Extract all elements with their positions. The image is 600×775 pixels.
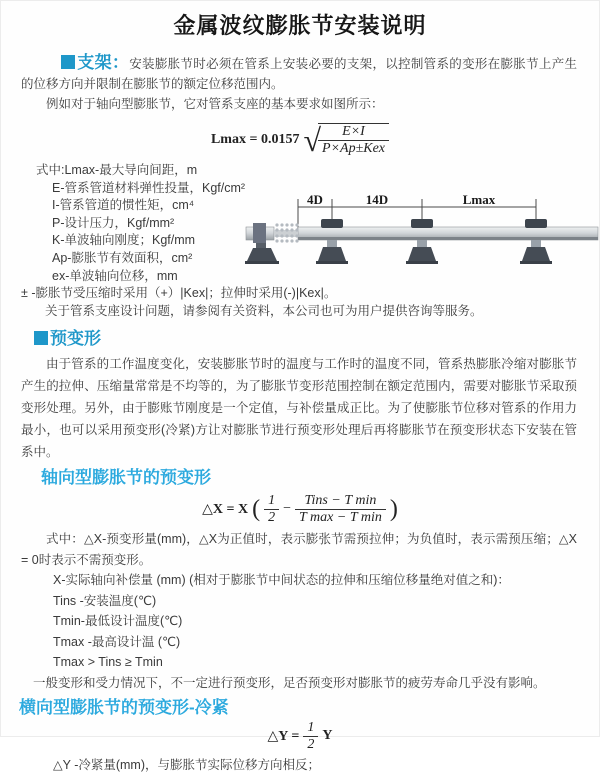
definition-line: E-管系管道材料弹性投量，Kgf/cm² bbox=[52, 180, 246, 195]
temperature-inequality-line: Tmax > Tins ≥ Tmin bbox=[53, 655, 163, 670]
temperature-numerator: Tins − T min bbox=[295, 493, 386, 510]
section-bullet-icon bbox=[34, 331, 48, 345]
definition-line: K-单波轴向刚度；Kgf/mm bbox=[52, 233, 196, 248]
bracket-intro-text: 安装膨胀节时必须在管系上安装必要的支架，以控制管系的变形在膨胀节上产生的位移方向并限制在膨胀节的额定位移范围内。 bbox=[21, 57, 577, 91]
half-fraction bbox=[264, 493, 279, 526]
open-paren: ( bbox=[252, 496, 261, 523]
definition-line: I-管系管道的惯性矩，cm⁴ bbox=[52, 198, 195, 213]
axial-formula-lhs: △X = X bbox=[202, 501, 249, 517]
lmax-fraction-numerator: E×I bbox=[318, 124, 389, 141]
example-line: 例如对于轴向型膨胀节，它对管系支座的基本要求如图所示： bbox=[46, 97, 384, 111]
where-line: 式中:Lmax-最大导向间距，m bbox=[36, 163, 198, 177]
pipe-supports bbox=[316, 219, 552, 264]
dim-label-4d: 4D bbox=[307, 192, 323, 207]
axial-closing-line: 一般变形和受力情况下，不一定进行预变形，足否预变形对膨胀节的疲劳寿命几乎没有影响。 bbox=[33, 675, 546, 690]
close-paren: ) bbox=[389, 496, 398, 523]
definition-line: ex-单波轴向位移，mm bbox=[52, 268, 178, 283]
temperature-definition-line: Tins -安装温度(℃) bbox=[53, 593, 157, 608]
half-denominator: 2 bbox=[268, 509, 276, 525]
bracket-section-heading bbox=[61, 53, 129, 72]
predeform-heading-label: 预变形 bbox=[50, 329, 101, 349]
support-3 bbox=[520, 219, 552, 264]
dim-label-lmax: Lmax bbox=[462, 192, 496, 207]
lateral-formula-rhs: Y bbox=[322, 728, 333, 744]
dim-label-14d: 14D bbox=[365, 192, 389, 207]
pipe bbox=[246, 227, 598, 240]
lateral-formula-note: △Y -冷紧量(mm)，与膨胀节实际位移方向相反； bbox=[53, 758, 321, 773]
axial-subheading: 轴向型膨胀节的预变形 bbox=[41, 468, 211, 488]
lmax-fraction-denominator: P×Ap±Kex bbox=[322, 141, 386, 156]
plus-minus-note: ± -膨胀节受压缩时采用（+）|Kex|；拉伸时采用(-)|Kex|。 bbox=[21, 286, 337, 301]
bracket-section-paragraph bbox=[21, 53, 577, 94]
lmax-fraction bbox=[318, 123, 389, 157]
axial-predeform-formula bbox=[1, 491, 599, 527]
lateral-subheading: 横向型膨胀节的预变形-冷紧 bbox=[19, 698, 229, 718]
lateral-predeform-formula bbox=[1, 721, 599, 751]
radical-sign: √ bbox=[303, 121, 322, 158]
lateral-half-fraction bbox=[303, 720, 318, 753]
service-note: 关于管系支座设计问题，请参阅有关资料，本公司也可为用户提供咨询等服务。 bbox=[45, 303, 483, 318]
page-title: 金属波纹膨胀节安装说明 bbox=[173, 13, 427, 38]
predeform-paragraph: 由于管系的工作温度变化，安装膨胀节时的温度与工作时的温度不同，管系热膨胀冷缩对膨胀节产生的拉伸、压缩量常常是不均等的，为了膨胀节变形范围控制在额定范围内，需要对膨胀节采取预变形处理。另外，由于膨账节刚度是一个定值，与补偿量成正比。为了使膨胀节位移对管系的作用力最小，也可以采用预变形(冷紧)方让对膨胀节进行预变形处理后再将膨胀节在预变形状态下安装在管系中。 bbox=[21, 357, 577, 460]
temperature-definition-line: Tmax -最高设计温 (℃) bbox=[53, 634, 181, 649]
lateral-denominator: 2 bbox=[307, 736, 315, 752]
temperature-fraction bbox=[295, 493, 386, 526]
support-1 bbox=[316, 219, 348, 264]
lateral-formula-lhs: △Y = bbox=[267, 728, 300, 744]
sqrt-expression bbox=[303, 123, 389, 157]
lmax-formula-lhs: Lmax = 0.0157 bbox=[210, 132, 300, 147]
pipe-support-diagram bbox=[244, 191, 599, 291]
temperature-denominator: T max − T min bbox=[299, 509, 382, 525]
section-bullet-icon bbox=[61, 55, 75, 69]
minus-sign: − bbox=[283, 501, 292, 517]
lateral-numerator: 1 bbox=[303, 720, 318, 737]
predeform-section-heading bbox=[34, 328, 579, 350]
definition-line: Ap-膨胀节有效面积，cm² bbox=[52, 250, 193, 265]
pipe-support-diagram-svg bbox=[244, 191, 599, 291]
axial-formula-note: 式中：△X-预变形量(mm)，△X为正值时，表示膨张节需预拉伸；为负值时，表示需预压缩；△X = 0时表示不需预变形。 bbox=[21, 532, 577, 567]
lmax-formula bbox=[1, 120, 599, 160]
bellows bbox=[274, 223, 299, 242]
x-definition-line: X-实际轴向补偿量 (mm) (相对于膨胀节中间状态的拉伸和压缩位移量绝对值之和)： bbox=[53, 573, 510, 588]
temperature-definition-line: Tmin-最低设计温度(℃) bbox=[53, 614, 183, 629]
support-2 bbox=[406, 219, 438, 264]
half-numerator: 1 bbox=[264, 493, 279, 510]
definition-line: P-设计压力，Kgf/mm² bbox=[52, 215, 175, 230]
bracket-heading-label: 支架： bbox=[77, 53, 130, 72]
